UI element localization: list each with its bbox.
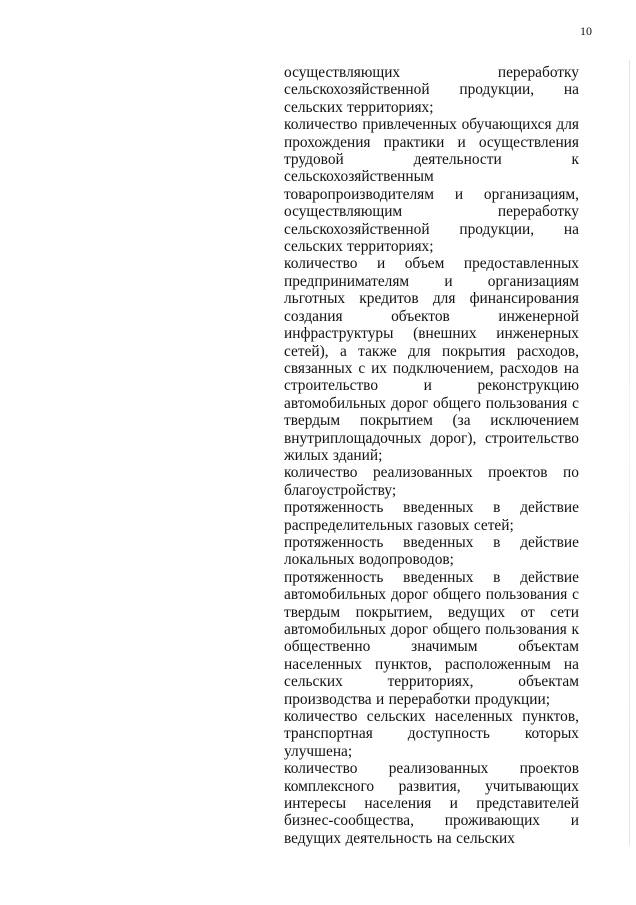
paragraph: количество реализованных проектов комплексного развития, учитывающих интересы населения и представителей бизнес-сообщества, проживающих и ведущих деятельность на сельских	[284, 760, 579, 847]
paragraph: протяженность введенных в действие локальных водопроводов;	[284, 533, 579, 569]
paragraph: количество привлеченных обучающихся для прохождения практики и осуществления трудовой деятельности к сельскохозяйственным товаропроизводителям и организациям, осуществляющим переработку сельскохозяйственной продукции, на сельских территориях;	[284, 116, 579, 256]
page-number: 10	[580, 24, 592, 38]
paragraph: количество реализованных проектов по благоустройству;	[284, 464, 579, 499]
paragraph: количество и объем предоставленных предпринимателям и организациям льготных кредитов для финансирования создания объектов инженерной инфраструктуры (внешних инженерных сетей), а также для покрытия расходов, связанных с их подключением, расходов на строительство и реконструкцию автомобильных дорог общего пользования с твердым покрытием (за исключением внутриплощадочных дорог), строительство жилых зданий;	[284, 255, 579, 464]
document-body	[284, 64, 579, 847]
paragraph: осуществляющих переработку сельскохозяйственной продукции, на сельских территориях;	[284, 64, 579, 116]
paragraph: протяженность введенных в действие распределительных газовых сетей;	[284, 499, 579, 534]
paragraph: количество сельских населенных пунктов, транспортная доступность которых улучшена;	[284, 708, 579, 760]
scan-edge-mark	[629, 60, 630, 845]
paragraph: протяженность введенных в действие автомобильных дорог общего пользования с твердым покрытием, ведущих от сети автомобильных дорог общего пользования к общественно значимым объектам населенных пунктов, расположенным на сельских территориях, объектам производства и переработки продукции;	[284, 568, 579, 708]
